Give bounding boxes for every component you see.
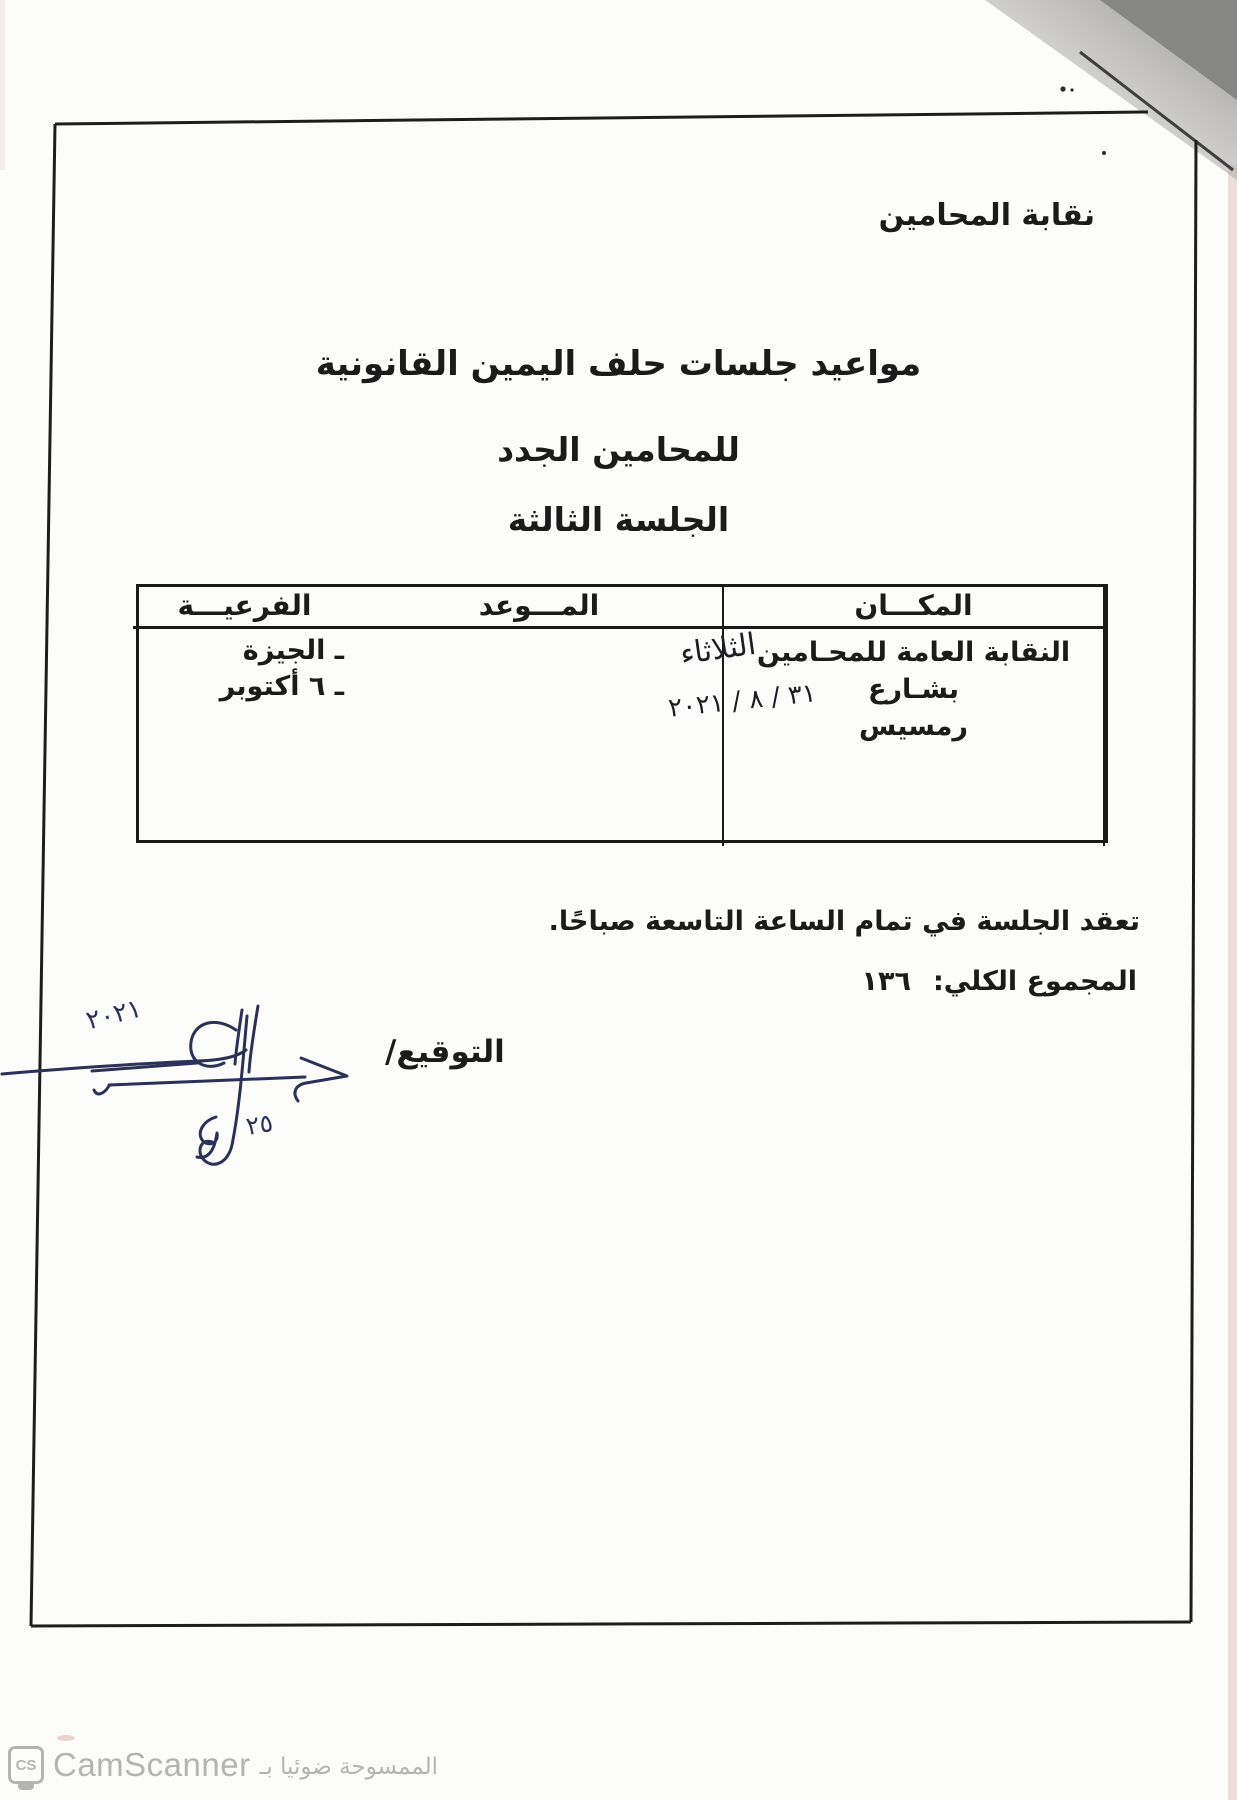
handwritten-year: ٢٠٢١ <box>83 993 145 1037</box>
place-line-1: النقابة العامة للمحـامين بشـارع <box>756 637 1071 705</box>
camscanner-logo-icon <box>8 1746 44 1784</box>
total-label: المجموع الكلي: <box>932 966 1137 997</box>
cell-branches <box>133 629 356 846</box>
org-name: نقابة المحامين <box>878 198 1095 233</box>
cell-place <box>724 629 1105 846</box>
signature-label: التوقيع/ <box>385 1034 505 1070</box>
total-value: ١٣٦ <box>861 966 911 997</box>
session-title: الجلسة الثالثة <box>507 500 730 539</box>
branch-item-giza: ـ الجيزة <box>242 635 344 666</box>
camscanner-brand: CamScanner <box>53 1746 251 1783</box>
page-subtitle: للمحامين الجدد <box>497 430 740 469</box>
session-time-note: تعقد الجلسة في تمام الساعة التاسعة صباحًا. <box>548 906 1140 937</box>
page-title: مواعيد جلسات حلف اليمين القانونية <box>315 344 922 384</box>
place-line-2: رمسيس <box>859 711 968 742</box>
total-line <box>861 966 1137 997</box>
handwritten-day: الثلاثاء <box>677 626 759 673</box>
folded-corner <box>985 0 1237 180</box>
camscanner-logo-tab <box>18 1783 34 1790</box>
camscanner-watermark <box>8 1746 438 1784</box>
camscanner-logo-text: CS <box>15 1756 37 1774</box>
header-date: المـــوعد <box>356 587 724 629</box>
header-branch: الفرعيـــة <box>133 587 356 629</box>
branch-item-october: ـ ٦ أكتوبر <box>219 671 344 702</box>
handwritten-date: ٣١ / ٨ / ٢٠٢١ <box>666 678 818 724</box>
cell-date <box>356 629 724 846</box>
document-frame <box>31 112 1196 1626</box>
schedule-table <box>136 584 1108 843</box>
handwritten-number: ٢٥ <box>243 1108 275 1141</box>
header-place: المكـــان <box>724 587 1105 629</box>
camscanner-scanned-with: الممسوحة ضوئيا بـ <box>259 1754 439 1780</box>
signature-ink <box>2 1006 347 1164</box>
